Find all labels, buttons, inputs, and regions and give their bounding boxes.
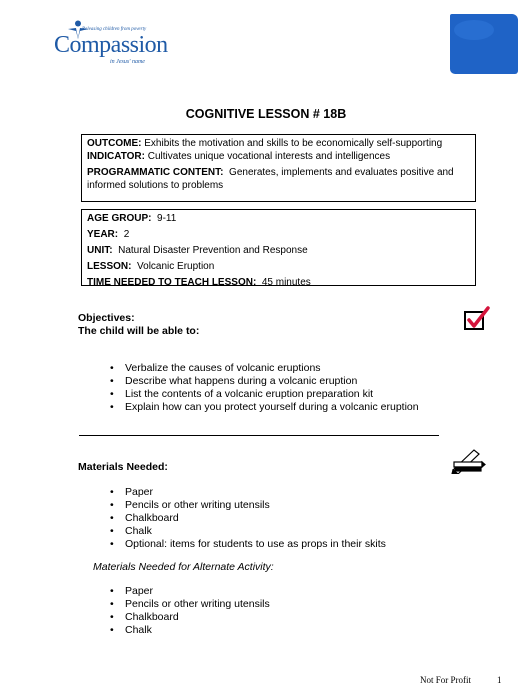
materials-heading: Materials Needed: (78, 461, 168, 473)
blue-brush-decoration (450, 14, 518, 74)
programmatic-content-value: Generates, implements and evaluates positive and informed solutions to problems (87, 167, 454, 191)
list-item: • Paper (110, 486, 386, 499)
pencils-icon (450, 448, 486, 474)
age-group-label: AGE GROUP: (87, 213, 152, 224)
logo-subtitle: in Jesus' name (110, 59, 145, 65)
outcome-label: OUTCOME: (87, 138, 142, 149)
outcome-value: Exhibits the motivation and skills to be economically self-supporting (144, 138, 443, 149)
lesson-title: COGNITIVE LESSON # 18B (185, 107, 347, 121)
indicator-value: Cultivates unique vocational interests and intelligences (147, 151, 391, 162)
list-item: • Chalk (110, 525, 386, 538)
list-item: • Describe what happens during a volcanic eruption (110, 375, 419, 388)
unit-line (87, 244, 470, 257)
lesson-label: LESSON: (87, 261, 132, 272)
time-needed-label: TIME NEEDED TO TEACH LESSON: (87, 277, 257, 288)
indicator-label: INDICATOR: (87, 151, 145, 162)
age-group-line (87, 212, 470, 225)
list-item: • List the contents of a volcanic eruption preparation kit (110, 388, 419, 401)
list-item: • Optional: items for students to use as props in their skits (110, 538, 386, 551)
alternate-materials-list (110, 585, 270, 637)
year-line (87, 228, 470, 241)
logo-tagline: Releasing children from poverty (82, 27, 147, 32)
list-item: • Chalkboard (110, 512, 386, 525)
programmatic-content-label: PROGRAMMATIC CONTENT: (87, 167, 224, 178)
materials-list (110, 486, 386, 551)
compassion-logo (52, 20, 168, 66)
checkbox-icon (463, 306, 491, 332)
list-item: • Explain how can you protect yourself during a volcanic eruption (110, 401, 419, 414)
outcome-line (87, 137, 470, 150)
time-needed-value: 45 minutes (261, 277, 311, 288)
objectives-heading: Objectives: (78, 312, 135, 324)
lesson-value: Volcanic Eruption (137, 261, 215, 272)
section-divider (79, 435, 439, 436)
list-item: • Verbalize the causes of volcanic eruptions (110, 362, 419, 375)
logo-wordmark: Compassion (54, 32, 168, 58)
time-needed-line (87, 276, 470, 289)
footer-note: Not For Profit (420, 675, 472, 685)
list-item: • Chalk (110, 624, 270, 637)
age-group-value: 9-11 (157, 213, 177, 224)
list-item: • Pencils or other writing utensils (110, 499, 386, 512)
list-item: • Chalkboard (110, 611, 270, 624)
page-number: 1 (497, 675, 502, 685)
objectives-list (110, 362, 419, 414)
indicator-line (87, 150, 470, 163)
year-label: YEAR: (87, 229, 119, 240)
lesson-line (87, 260, 470, 273)
outcome-box (81, 134, 476, 202)
list-item: • Paper (110, 585, 270, 598)
list-item: • Pencils or other writing utensils (110, 598, 270, 611)
unit-label: UNIT: (87, 245, 113, 256)
objectives-subheading: The child will be able to: (78, 325, 200, 337)
year-value: 2 (123, 229, 130, 240)
unit-value: Natural Disaster Prevention and Response (118, 245, 308, 256)
alternate-materials-heading: Materials Needed for Alternate Activity: (93, 561, 274, 573)
programmatic-content-line (87, 166, 470, 192)
lesson-info-box (81, 209, 476, 286)
